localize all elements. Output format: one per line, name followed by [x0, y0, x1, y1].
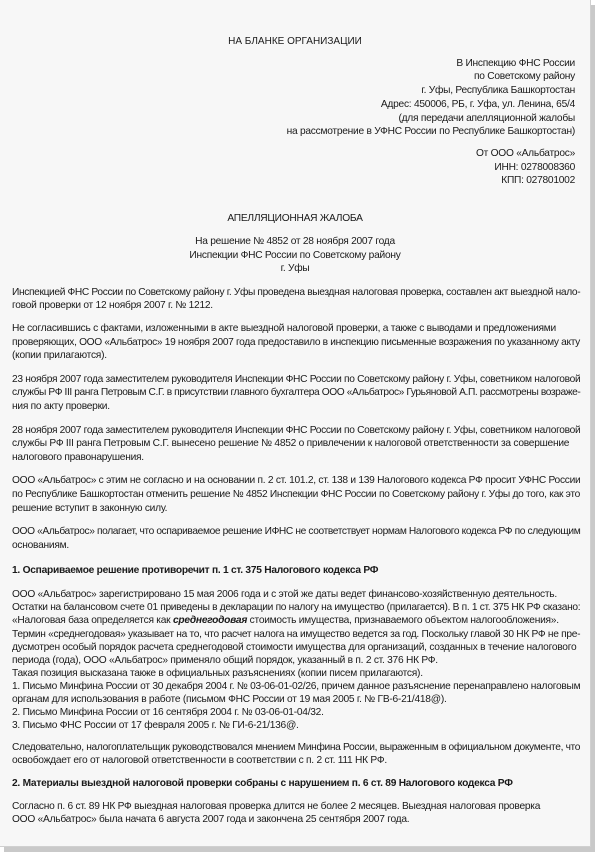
text-line: периода (года), ООО «Альбатрос» применяло общий порядок, указанный в п. 2 ст. 376 НК РФ.: [12, 655, 438, 666]
text-line: ООО «Альбатрос» с этим не согласно и на основании п. 2 ст. 101.2, ст. 138 и 139 Налогового кодекса РФ просит УФНС России: [12, 475, 581, 486]
text-line: ООО «Альбатрос» была начата 6 августа 2007 года и закончена 25 сентября 2007 года.: [12, 814, 410, 825]
text-line: Инспекцией ФНС России по Советскому району г. Уфы проведена выездная налоговая проверка, составлен акт выездной нало-: [12, 287, 581, 298]
section-heading: 2. Материалы выездной налоговой проверки собраны с нарушением п. 6 ст. 89 Налогового кодекса РФ: [12, 778, 513, 789]
text-line: по Республике Башкортостан отменить решение № 4852 Инспекции ФНС России по Советскому району г. Уфы до того, как это: [12, 489, 580, 500]
text-line: говой проверки от 12 ноября 2007 г. № 1212.: [12, 300, 213, 311]
text-span: «Налоговая база определяется как: [12, 615, 173, 626]
sender-line: КПП: 027801002: [501, 175, 575, 186]
addressee-line: В Инспекцию ФНС России: [456, 58, 575, 69]
document-title: АПЕЛЛЯЦИОННАЯ ЖАЛОБА: [227, 213, 363, 224]
text-line: органам для использования в работе (письмом ФНС России от 19 мая 2005 г. № ГВ-6-21/418@).: [12, 694, 447, 705]
text-line: 1. Письмо Минфина России от 30 декабря 2004 г. № 03-06-01-02/26, причем данное разъяснение перенаправлено налоговым: [12, 681, 581, 692]
text-line: Не согласившись с фактами, изложенными в акте выездной налоговой проверки, а также с выводами и предложениями: [12, 323, 556, 334]
text-line: Согласно п. 6 ст. 89 НК РФ выездная налоговая проверка длится не более 2 месяцев. Выездная налоговая проверка: [12, 801, 541, 812]
section-heading: 1. Оспариваемое решение противоречит п. 1 ст. 375 Налогового кодекса РФ: [12, 565, 379, 576]
text-line: службы РФ III ранга Петровым С.Г. в присутствии главного бухгалтера ООО «Альбатрос» Гурьяновой А.П. рассмотрены возраже-: [12, 387, 581, 398]
addressee-line: Адрес: 450006, РБ, г. Уфа, ул. Ленина, 65/4: [380, 99, 575, 110]
addressee-line: по Советскому району: [474, 71, 575, 82]
text-span: стоимость имущества, признаваемого объектом налогообложения».: [247, 615, 559, 626]
text-line: основаниям.: [12, 540, 69, 551]
text-line: 3. Письмо ФНС России от 17 февраля 2005 г. № ГИ-6-21/136@.: [12, 720, 299, 731]
addressee-line: (для передачи апелляционной жалобы: [398, 113, 575, 124]
text-line: проверяющих, ООО «Альбатрос» 19 ноября 2007 года предоставило в инспекцию письменные возражения по указанному акту: [12, 337, 580, 348]
addressee-line: на рассмотрение в УФНС России по Республике Башкортостан): [286, 126, 575, 137]
subtitle-line: На решение № 4852 от 28 ноября 2007 года: [195, 236, 395, 247]
subtitle-line: Инспекции ФНС России по Советскому району: [189, 250, 401, 261]
subtitle-line: г. Уфы: [280, 263, 310, 274]
sender-line: От ООО «Альбатрос»: [475, 148, 575, 159]
text-line: Термин «среднегодовая» указывает на то, что расчет налога на имущество ведется за год. Поскольку главой 30 НК РФ не пре-: [12, 629, 581, 640]
text-line: освобождает его от налоговой ответственности в соответствии с п. 2 ст. 111 НК РФ.: [12, 755, 387, 766]
text-line: Следовательно, налогоплательщик руководствовался мнением Минфина России, выраженным в официальном документе, что: [12, 742, 581, 753]
emphasized-term: среднегодовая: [172, 615, 248, 626]
text-line: службы РФ III ранга Петровым С.Г. вынесено решение № 4852 о привлечении к налоговой ответственности за совершение: [12, 438, 570, 449]
text-line: 2. Письмо Минфина России от 16 сентября 2004 г. № 03-06-01-04/32.: [12, 707, 324, 718]
text-line: дусмотрен особый порядок расчета среднегодовой стоимости имущества для организаций, созданных в течение налогового: [12, 642, 577, 653]
text-line: Остатки на балансовом счете 01 приведены в декларации по налогу на имущество (прилагается). В п. 1 ст. 375 НК РФ сказано:: [12, 602, 581, 613]
text-line: Такая позиция высказана также в официальных разъяснениях (копии писем прилагаются).: [12, 668, 423, 679]
text-line: 23 ноября 2007 года заместителем руководителя Инспекции ФНС России по Советскому району г. Уфы, советником налоговой: [12, 374, 581, 385]
letterhead-label: НА БЛАНКЕ ОРГАНИЗАЦИИ: [228, 36, 362, 47]
text-line: ООО «Альбатрос» зарегистрировано 15 мая 2006 года и с этой же даты ведет финансово-хозяйственную деятельность.: [12, 589, 557, 600]
text-line: ООО «Альбатрос» полагает, что оспариваемое решение ИФНС не соответствует нормам Налогового кодекса РФ по следующим: [12, 526, 581, 537]
text-line: решение вступит в законную силу.: [12, 503, 168, 514]
addressee-line: г. Уфы, Республика Башкортостан: [421, 85, 575, 96]
text-line: ния по акту проверки.: [12, 401, 110, 412]
sender-line: ИНН: 0278008360: [494, 162, 575, 173]
text-line: [12, 614, 559, 627]
text-line: налогового правонарушения.: [12, 452, 144, 463]
text-line: (копии прилагаются).: [12, 350, 107, 361]
text-line: 28 ноября 2007 года заместителем руководителя Инспекции ФНС России по Советскому району г. Уфы, советником налоговой: [12, 425, 581, 436]
